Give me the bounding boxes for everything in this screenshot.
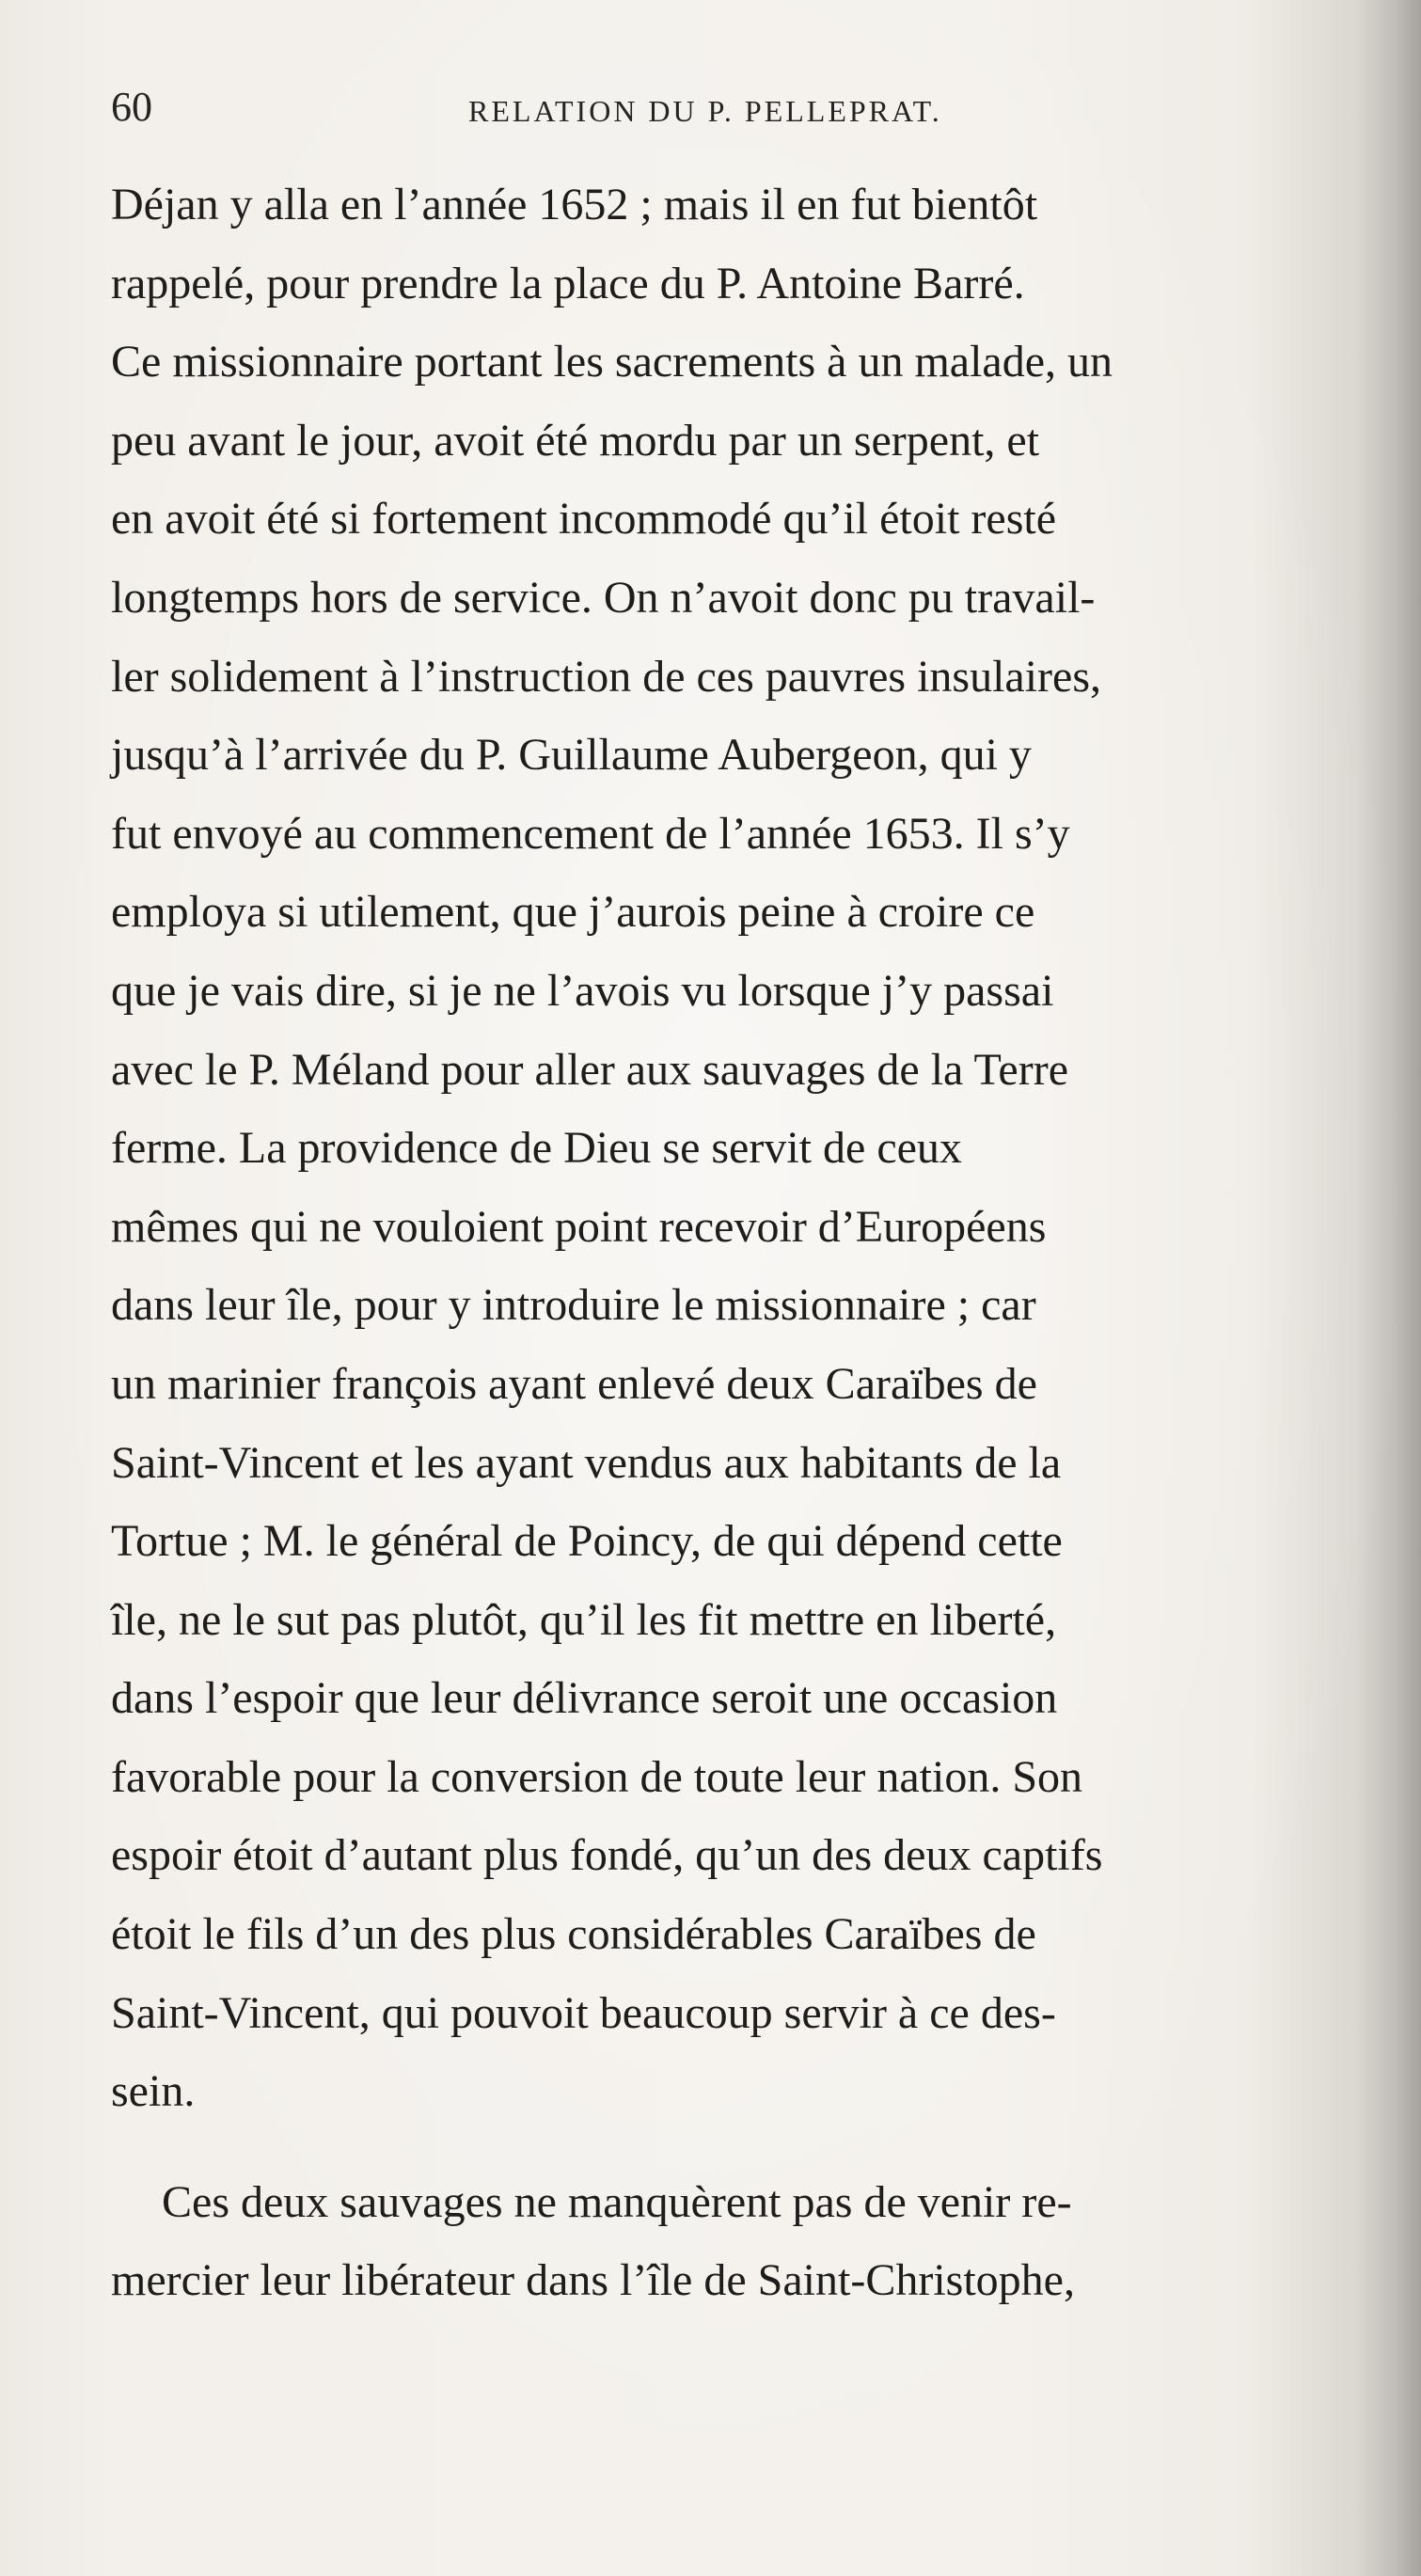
text-line: un marinier françois ayant enlevé deux Caraïbes de [111,1358,1037,1409]
page-number: 60 [111,84,152,130]
running-title: RELATION DU P. PELLEPRAT. [468,94,942,128]
paragraph-break [111,2131,1390,2163]
text-line: en avoit été si fortement incommodé qu’il étoit resté [111,494,1057,545]
text-line: Tortue ; M. le général de Poincy, de qui dépend cette [111,1516,1063,1567]
text-line: favorable pour la conversion de toute leur nation. Son [111,1751,1083,1802]
text-line: ferme. La providence de Dieu se servit de ceux [111,1123,962,1174]
text-line: étoit le fils d’un des plus considérables Caraïbes de [111,1909,1036,1960]
text-line: avec le P. Méland pour aller aux sauvages de la Terre [111,1044,1069,1095]
text-line: rappelé, pour prendre la place du P. Antoine Barré. [111,258,1025,308]
text-line: Déjan y alla en l’année 1652 ; mais il en fut bientôt [111,180,1038,229]
text-line: ler solidement à l’instruction de ces pauvres insulaires, [111,651,1102,702]
text-line: peu avant le jour, avoit été mordu par un serpent, et [111,415,1040,466]
text-line: Ce missionnaire portant les sacrements à un malade, un [111,337,1113,387]
text-line: fut envoyé au commencement de l’année 1653. Il s’y [111,808,1070,859]
text-line: longtemps hors de service. On n’avoit donc pu travail- [111,572,1096,623]
text-line: espoir étoit d’autant plus fondé, qu’un des deux captifs [111,1830,1103,1881]
text-line: dans l’espoir que leur délivrance seroit une occasion [111,1673,1058,1724]
body-text [111,166,1390,2320]
text-line: que je vais dire, si je ne l’avois vu lorsque j’y passai [111,965,1054,1016]
text-line: île, ne le sut pas plutôt, qu’il les fit mettre en liberté, [111,1594,1057,1645]
text-line: mercier leur libérateur dans l’île de Saint-Christophe, [111,2255,1075,2306]
text-line: dans leur île, pour y introduire le missionnaire ; car [111,1280,1036,1331]
text-line: employa si utilement, que j’aurois peine à croire ce [111,887,1035,938]
text-line: Saint-Vincent et les ayant vendus aux habitants de la [111,1437,1062,1488]
text-line: sein. [111,2066,196,2117]
text-line: Ces deux sauvages ne manquèrent pas de venir re- [162,2176,1072,2227]
text-line: Saint-Vincent, qui pouvoit beaucoup servir à ce des- [111,1987,1056,2038]
text-line: jusqu’à l’arrivée du P. Guillaume Aubergeon, qui y [111,730,1032,781]
running-head [111,79,1268,135]
text-line: mêmes qui ne vouloient point recevoir d’Européens [111,1201,1047,1252]
